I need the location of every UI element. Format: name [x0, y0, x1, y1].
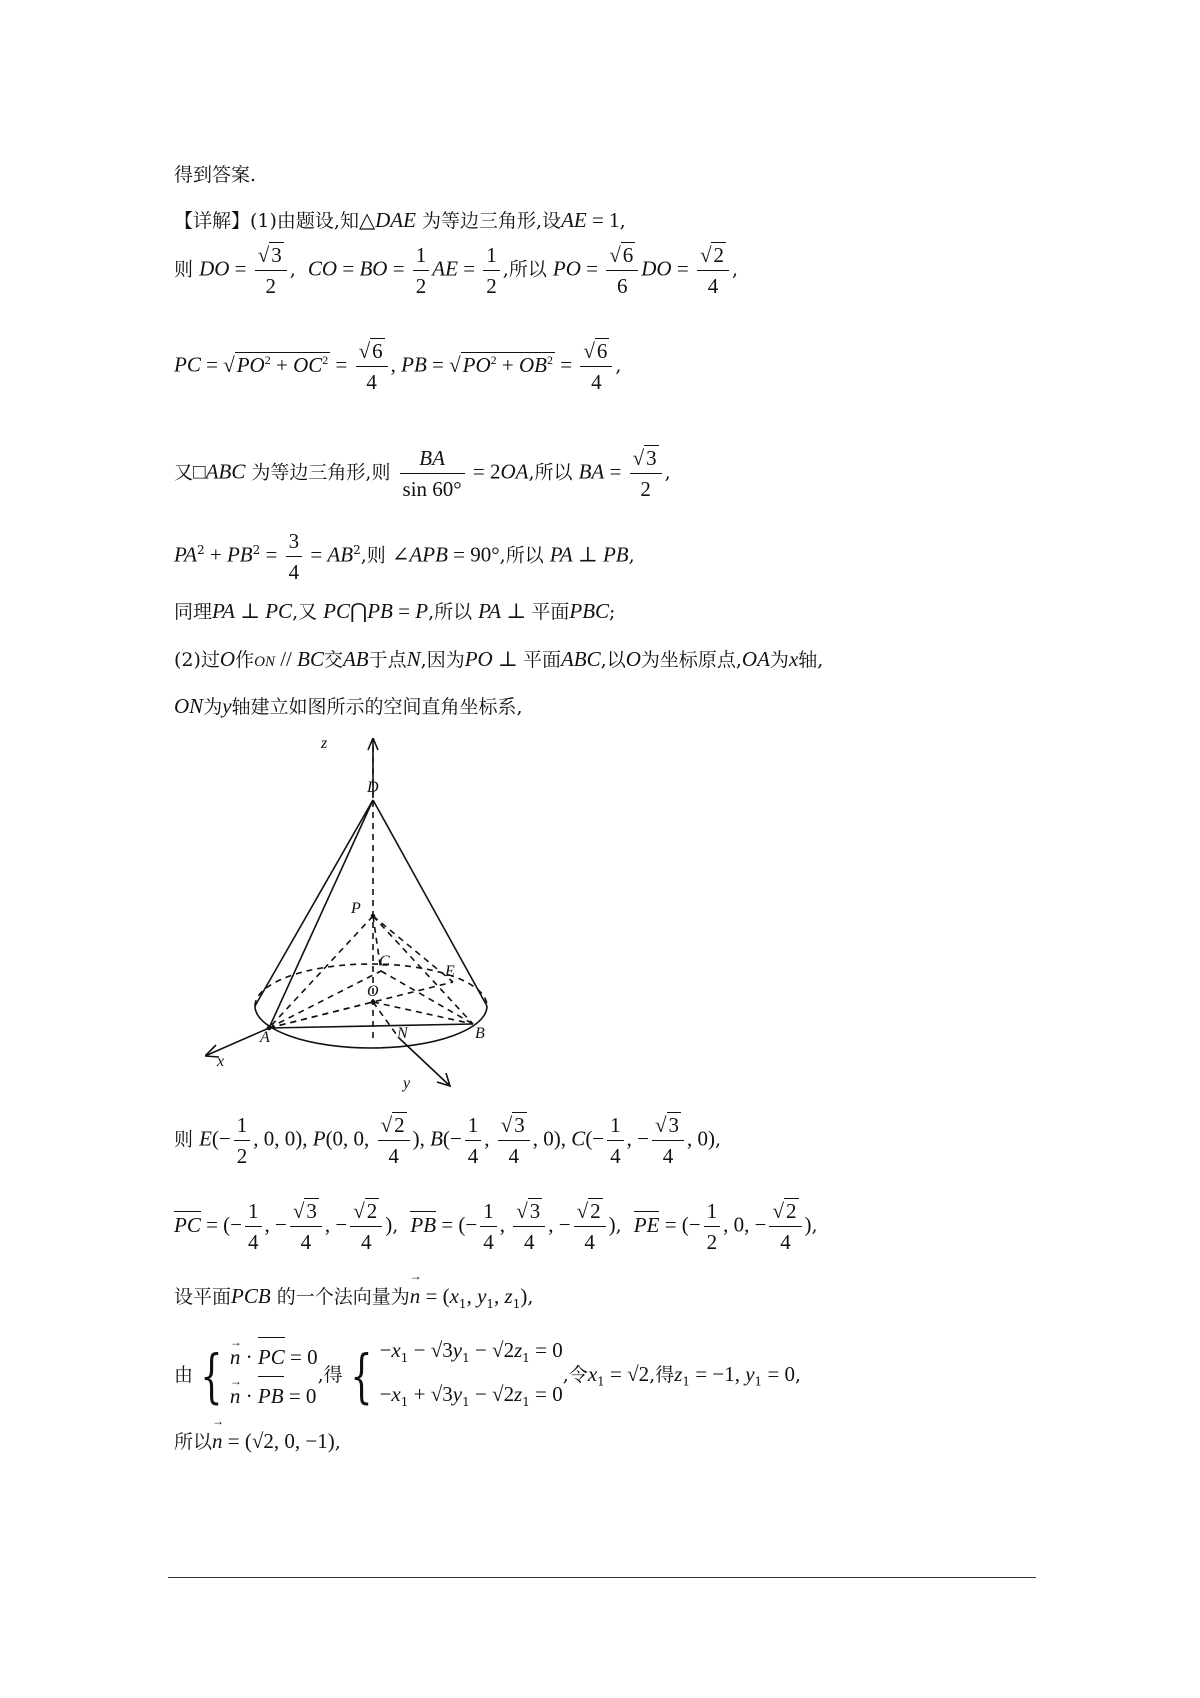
edge-AB: [269, 1024, 473, 1028]
text: ,: [289, 258, 296, 281]
text: 平面: [522, 649, 561, 671]
label-P: P: [351, 900, 361, 917]
text-line-1: [174, 160, 256, 187]
text: 作: [235, 649, 255, 671]
text: 由: [174, 1363, 194, 1386]
text: ,所以: [528, 461, 573, 484]
text: 于点: [368, 649, 407, 671]
text: 所以: [174, 1431, 213, 1453]
label-x: x: [217, 1053, 225, 1070]
text-line-6: $PA^2 + PB^2$ = $\frac{3}{4}$ = $AB^2$,则 ∠APB = 90°,所以 PA ⊥ PB,: [174, 526, 635, 587]
text-line-5: 又□ABC 为等边三角形,则 $\frac{BA}{\sin 60^\circ}$ = 2OA,所以 BA = $\frac{√3}{2}$ ,: [174, 443, 671, 504]
text: 轴,: [798, 649, 824, 671]
footer-rule: [168, 1577, 1036, 1578]
label-N: N: [397, 1025, 408, 1042]
label-C: C: [379, 953, 390, 970]
text: ,所以: [502, 258, 547, 281]
text: 则: [174, 1128, 194, 1151]
label-B: B: [475, 1025, 485, 1042]
text: ,得: [649, 1363, 675, 1386]
label-A: A: [260, 1029, 270, 1046]
text: ,因为: [420, 649, 465, 671]
text: ,令: [562, 1363, 588, 1386]
cone-figure: [205, 738, 505, 1108]
text-line-10: 则 E(− $\frac{1}{2}$ , 0, 0), P(0, 0, $\frac{√2}{4}$ ), B(− $\frac{1}{4}$ , $\frac{√3}{4}$ , 0), C(− $\frac{1}{4}$ , − $\frac{√3}{4}$ , 0),: [174, 1110, 721, 1171]
text: 则: [174, 258, 194, 281]
label-z: z: [321, 738, 328, 752]
text-line-4: PC = $√PO^2 + OC^2$ = $\frac{√6}{4}$ , PB = $√PO^2 + OB^2$ = $\frac{√6}{4}$ ,: [174, 336, 621, 397]
text: 轴建立如图所示的空间直角坐标系,: [231, 696, 523, 718]
label-E: E: [445, 963, 455, 980]
text: ,所以: [499, 544, 544, 567]
text: ,以: [600, 649, 626, 671]
text: (1)由题设,知: [250, 210, 359, 232]
text: 为: [203, 696, 223, 718]
text: ,所以: [428, 601, 473, 623]
text-line-7: 同理PA ⊥ PC,又 PC⋂PB = P,所以 PA ⊥ 平面PBC;: [174, 599, 616, 623]
text: 同理: [174, 601, 213, 623]
text: 又: [174, 461, 194, 484]
text: 为等边三角形,设: [422, 210, 562, 232]
text-line-12: 设平面PCB 的一个法向量为→ $n = (x_1$, $y_1$, $z_1$),: [174, 1282, 533, 1311]
text: 平面: [531, 601, 570, 623]
text: 为等边三角形,则: [251, 461, 391, 484]
text-line-2: 【详解】(1)由题设,知△DAE 为等边三角形,设AE = 1,: [174, 208, 626, 232]
text-line-8: (2)过O作ON // BC交AB于点N,因为PO ⊥ 平面ABC,以O为坐标原点,OA为x轴,: [174, 647, 824, 671]
text: 设平面: [174, 1286, 232, 1308]
label-D: D: [367, 779, 379, 796]
label-y: y: [403, 1075, 411, 1092]
text-line-14: 所以→ n = (√2, 0, −1),: [174, 1427, 341, 1454]
intro-text: 得到答案.: [174, 164, 257, 186]
text: 为: [769, 649, 789, 671]
text-line-9: ON为y轴建立如图所示的空间直角坐标系,: [174, 694, 523, 718]
text: 为坐标原点,: [640, 649, 742, 671]
cone-side-right: [373, 800, 487, 1006]
text: ,又: [292, 601, 318, 623]
label-O: O: [367, 983, 379, 1000]
text: 的一个法向量为: [276, 1286, 410, 1308]
detail-tag: 【详解】: [174, 210, 251, 232]
text-line-13: 由 { → n · PC = 0 → n · PB = 0 ,得 { $-x_1 - √3y_1 - √2z_1 = 0$ $-x_1 + √3y_1 - √2z_1 = 0$ ,令$x_1 = √2$,得$z_1 = -1$, $y_1 = 0$,: [174, 1332, 801, 1420]
text: ,则: [360, 544, 386, 567]
text-line-3: 则 DO = $\frac{√3}{2}$ , CO = BO = $\frac{1}{2}$ AE = $\frac{1}{2}$ ,所以 PO = $\frac{√6}{6}$ DO = $\frac{√2}{4}$ ,: [174, 240, 738, 301]
text: ,得: [317, 1363, 343, 1386]
text: 交: [323, 649, 343, 671]
text-line-11: PC = (− $\frac{1}{4}$ , − $\frac{√3}{4}$ , − $\frac{√2}{4}$ ), PB = (− $\frac{1}{4}$ , $\frac{√3}{4}$ , − $\frac{√2}{4}$ ), PE = (− $\frac{1}{2}$ , 0, − $\frac{√2}{4}$ ),: [174, 1196, 818, 1257]
text: (2)过: [174, 649, 220, 671]
